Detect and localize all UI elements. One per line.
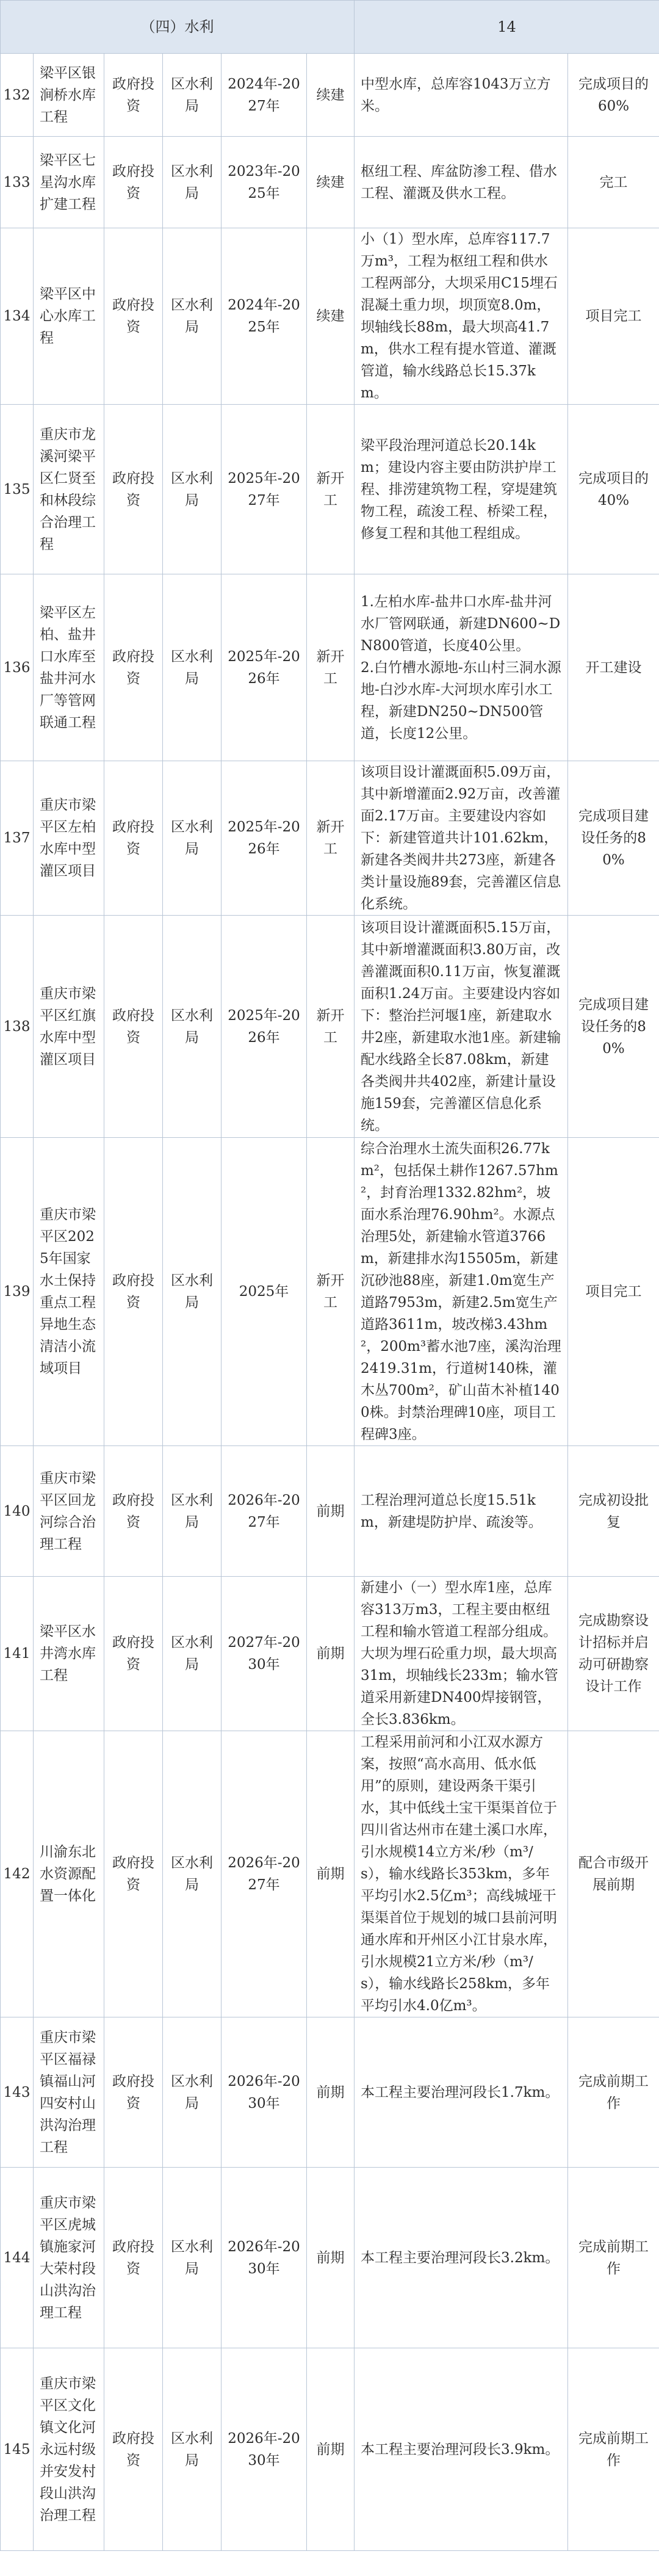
investment-type: 政府投资 — [104, 405, 163, 574]
construction-period: 2025年-2026年 — [221, 574, 307, 761]
project-status: 前期 — [307, 1446, 355, 1577]
construction-period: 2025年 — [221, 1138, 307, 1446]
table-row — [1, 574, 659, 761]
investment-type: 政府投资 — [104, 54, 163, 137]
construction-content: 该项目设计灌溉面积5.09万亩，其中新增灌面2.92万亩，改善灌面2.17万亩。主要建设内容如下：新建管道共计101.62km，新建各类阀井共273座，新建各类计量设施89套，完善灌区信息化系统。 — [355, 761, 568, 916]
construction-content: 中型水库，总库容1043万立方米。 — [355, 54, 568, 137]
construction-content: 小（1）型水库，总库容117.7万m³，工程为枢纽工程和供水工程两部分，大坝采用C15埋石混凝土重力坝，坝顶宽8.0m，坝轴线长88m，最大坝高41.7m，供水工程有提水管道、灌溉管道，输水线路总长15.37km。 — [355, 228, 568, 405]
row-number: 135 — [1, 405, 34, 574]
construction-period: 2026年-2030年 — [221, 2348, 307, 2551]
project-name: 梁平区七星沟水库扩建工程 — [34, 137, 104, 228]
project-status: 新开工 — [307, 574, 355, 761]
table-row — [1, 916, 659, 1138]
row-number: 139 — [1, 1138, 34, 1446]
construction-content: 枢纽工程、库盆防渗工程、借水工程、灌溉及供水工程。 — [355, 137, 568, 228]
annual-progress: 完成项目的60% — [568, 54, 659, 137]
project-name: 重庆市梁平区文化镇文化河永远村级并安发村段山洪沟治理工程 — [34, 2348, 104, 2551]
section-count: 14 — [355, 1, 659, 54]
investment-type: 政府投资 — [104, 1577, 163, 1731]
row-number: 134 — [1, 228, 34, 405]
row-number: 137 — [1, 761, 34, 916]
investment-type: 政府投资 — [104, 228, 163, 405]
project-name: 梁平区左柏、盐井口水库至盐井河水厂等管网联通工程 — [34, 574, 104, 761]
row-number: 132 — [1, 54, 34, 137]
project-name: 重庆市龙溪河梁平区仁贤至和林段综合治理工程 — [34, 405, 104, 574]
investment-type: 政府投资 — [104, 2017, 163, 2168]
table-row — [1, 405, 659, 574]
table-row — [1, 2348, 659, 2551]
responsible-unit: 区水利局 — [163, 2017, 221, 2168]
construction-content: 工程治理河道总长度15.51km，新建堤防护岸、疏浚等。 — [355, 1446, 568, 1577]
project-name: 重庆市梁平区左柏水库中型灌区项目 — [34, 761, 104, 916]
construction-period: 2026年-2030年 — [221, 2017, 307, 2168]
project-status: 续建 — [307, 228, 355, 405]
project-name: 重庆市梁平区福禄镇福山河四安村山洪沟治理工程 — [34, 2017, 104, 2168]
project-status: 续建 — [307, 137, 355, 228]
responsible-unit: 区水利局 — [163, 574, 221, 761]
investment-type: 政府投资 — [104, 137, 163, 228]
construction-period: 2024年-2025年 — [221, 228, 307, 405]
construction-period: 2026年-2030年 — [221, 2168, 307, 2348]
project-status: 前期 — [307, 1731, 355, 2017]
row-number: 136 — [1, 574, 34, 761]
investment-type: 政府投资 — [104, 1731, 163, 2017]
responsible-unit: 区水利局 — [163, 137, 221, 228]
table-row — [1, 137, 659, 228]
table-row — [1, 1731, 659, 2017]
project-status: 前期 — [307, 1577, 355, 1731]
responsible-unit: 区水利局 — [163, 1577, 221, 1731]
responsible-unit: 区水利局 — [163, 916, 221, 1138]
project-status: 新开工 — [307, 1138, 355, 1446]
investment-type: 政府投资 — [104, 2348, 163, 2551]
project-name: 川渝东北水资源配置一体化 — [34, 1731, 104, 2017]
investment-type: 政府投资 — [104, 2168, 163, 2348]
responsible-unit: 区水利局 — [163, 2348, 221, 2551]
project-name: 重庆市梁平区红旗水库中型灌区项目 — [34, 916, 104, 1138]
annual-progress: 完成前期工作 — [568, 2348, 659, 2551]
section-header-row — [1, 1, 659, 54]
annual-progress: 配合市级开展前期 — [568, 1731, 659, 2017]
project-status: 续建 — [307, 54, 355, 137]
table-row — [1, 54, 659, 137]
responsible-unit: 区水利局 — [163, 228, 221, 405]
project-status: 新开工 — [307, 761, 355, 916]
project-status: 新开工 — [307, 916, 355, 1138]
project-status: 新开工 — [307, 405, 355, 574]
annual-progress: 完成前期工作 — [568, 2017, 659, 2168]
construction-content: 该项目设计灌溉面积5.15万亩，其中新增灌溉面积3.80万亩，改善灌溉面积0.11万亩，恢复灌溉面积1.24万亩。主要建设内容如下：整治拦河堰1座，新建取水井2座，新建取水池1座。新建输配水线路全长87.08km，新建各类阀井共402座，新建计量设施159套，完善灌区信息化系统。 — [355, 916, 568, 1138]
project-status: 前期 — [307, 2168, 355, 2348]
row-number: 144 — [1, 2168, 34, 2348]
row-number: 140 — [1, 1446, 34, 1577]
investment-type: 政府投资 — [104, 916, 163, 1138]
investment-type: 政府投资 — [104, 1138, 163, 1446]
responsible-unit: 区水利局 — [163, 1731, 221, 2017]
annual-progress: 完成项目建设任务的80% — [568, 916, 659, 1138]
annual-progress: 完成项目的40% — [568, 405, 659, 574]
construction-content: 1.左柏水库-盐井口水库-盐井河水厂管网联通，新建DN600~DN800管道，长度40公里。 2.白竹槽水源地-东山村三洞水源地-白沙水库-大河坝水库引水工程，新建DN250~DN500管道，长度12公里。 — [355, 574, 568, 761]
annual-progress: 完成项目建设任务的80% — [568, 761, 659, 916]
annual-progress: 完成前期工作 — [568, 2168, 659, 2348]
annual-progress: 项目完工 — [568, 1138, 659, 1446]
project-name: 重庆市梁平区2025年国家水土保持重点工程异地生态清洁小流域项目 — [34, 1138, 104, 1446]
project-name: 重庆市梁平区回龙河综合治理工程 — [34, 1446, 104, 1577]
investment-type: 政府投资 — [104, 761, 163, 916]
construction-content: 本工程主要治理河段长3.2km。 — [355, 2168, 568, 2348]
construction-period: 2027年-2030年 — [221, 1577, 307, 1731]
table-row — [1, 761, 659, 916]
row-number: 141 — [1, 1577, 34, 1731]
project-name: 梁平区银涧桥水库工程 — [34, 54, 104, 137]
construction-content: 本工程主要治理河段长1.7km。 — [355, 2017, 568, 2168]
responsible-unit: 区水利局 — [163, 1138, 221, 1446]
row-number: 143 — [1, 2017, 34, 2168]
construction-period: 2025年-2026年 — [221, 916, 307, 1138]
section-title: （四）水利 — [1, 1, 355, 54]
construction-content: 本工程主要治理河段长3.9km。 — [355, 2348, 568, 2551]
construction-period: 2026年-2027年 — [221, 1731, 307, 2017]
row-number: 145 — [1, 2348, 34, 2551]
table-row — [1, 1446, 659, 1577]
row-number: 133 — [1, 137, 34, 228]
construction-period: 2025年-2027年 — [221, 405, 307, 574]
responsible-unit: 区水利局 — [163, 2168, 221, 2348]
project-status: 前期 — [307, 2348, 355, 2551]
construction-period: 2025年-2026年 — [221, 761, 307, 916]
responsible-unit: 区水利局 — [163, 1446, 221, 1577]
table-row — [1, 2168, 659, 2348]
construction-period: 2026年-2027年 — [221, 1446, 307, 1577]
row-number: 142 — [1, 1731, 34, 2017]
annual-progress: 完成勘察设计招标并启动可研勘察设计工作 — [568, 1577, 659, 1731]
project-name: 梁平区水井湾水库工程 — [34, 1577, 104, 1731]
responsible-unit: 区水利局 — [163, 761, 221, 916]
responsible-unit: 区水利局 — [163, 54, 221, 137]
project-name: 梁平区中心水库工程 — [34, 228, 104, 405]
construction-content: 梁平段治理河道总长20.14km；建设内容主要由防洪护岸工程、排涝建筑物工程，穿堤建筑物工程，疏浚工程、桥梁工程，修复工程和其他工程组成。 — [355, 405, 568, 574]
investment-type: 政府投资 — [104, 574, 163, 761]
annual-progress: 完成初设批复 — [568, 1446, 659, 1577]
construction-content: 工程采用前河和小江双水源方案，按照“高水高用、低水低用”的原则，建设两条干渠引水，其中低线土宝干渠渠首位于四川省达州市在建土溪口水库，引水规模14立方米/秒（m³/s），输水线路长353km，多年平均引水2.5亿m³；高线城垭干渠渠首位于规划的城口县前河明通水库和开州区小江甘泉水库，引水规模21立方米/秒（m³/s），输水线路长258km，多年平均引水4.0亿m³。 — [355, 1731, 568, 2017]
project-name: 重庆市梁平区虎城镇施家河大荣村段山洪沟治理工程 — [34, 2168, 104, 2348]
construction-content: 新建小（一）型水库1座，总库容313万m3，工程主要由枢纽工程和输水管道工程部分组成。大坝为埋石砼重力坝，最大坝高31m，坝轴线长233m；输水管道采用新建DN400焊接钢管，全长3.836km。 — [355, 1577, 568, 1731]
project-status: 前期 — [307, 2017, 355, 2168]
table-row — [1, 228, 659, 405]
table-row — [1, 1577, 659, 1731]
table-row — [1, 2017, 659, 2168]
construction-period: 2023年-2025年 — [221, 137, 307, 228]
investment-type: 政府投资 — [104, 1446, 163, 1577]
construction-content: 综合治理水土流失面积26.77km²，包括保土耕作1267.57hm²，封育治理1332.82hm²，坡面水系治理76.90hm²。水源点治理5处，新建输水管道3766m，新建排水沟15505m，新建沉砂池88座，新建1.0m宽生产道路7953m，新建2.5m宽生产道路3611m，坡改梯3.43hm²，200m³蓄水池7座，溪沟治理2419.31m，行道树140株，灌木丛700m²，矿山苗木补植1400株。封禁治理碑10座，项目工程碑3座。 — [355, 1138, 568, 1446]
construction-period: 2024年-2027年 — [221, 54, 307, 137]
responsible-unit: 区水利局 — [163, 405, 221, 574]
row-number: 138 — [1, 916, 34, 1138]
annual-progress: 完工 — [568, 137, 659, 228]
annual-progress: 项目完工 — [568, 228, 659, 405]
annual-progress: 开工建设 — [568, 574, 659, 761]
table-row — [1, 1138, 659, 1446]
